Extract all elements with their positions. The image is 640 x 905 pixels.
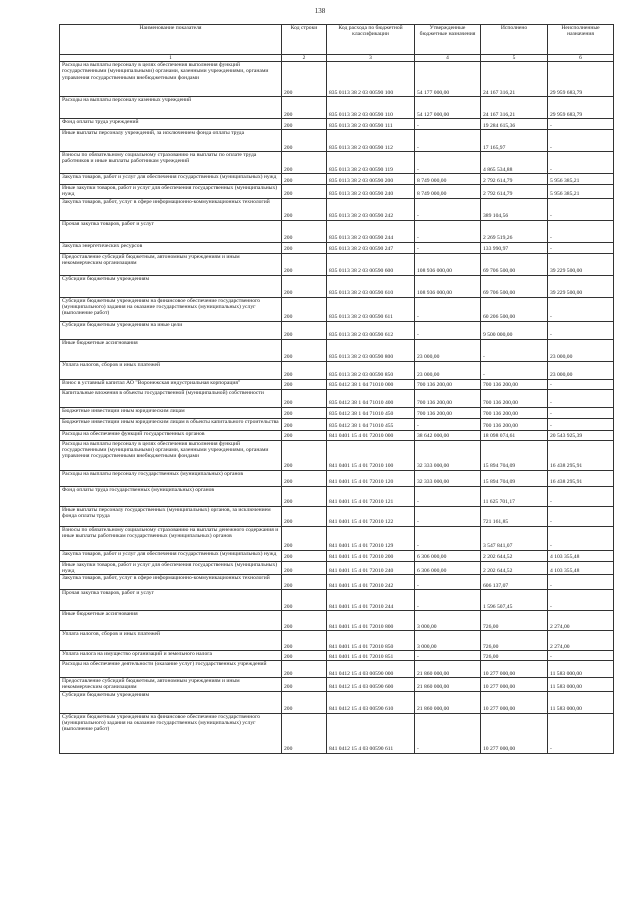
row-line-code: 200	[282, 275, 327, 297]
row-executed: 700 136 200,00	[481, 407, 548, 418]
row-budget-code: 841 0401 15 4 01 72010 244	[327, 590, 415, 611]
row-name: Закупка энергетических ресурсов	[60, 242, 282, 253]
row-name: Расходы на выплаты персоналу в целях обеспечения выполнения функций государственными (муниципальными) органами, казенными учреждениями, органами управления государственными внебюджетными фондами	[60, 62, 282, 97]
row-line-code: 200	[282, 611, 327, 631]
row-unexecuted: 20 543 925,39	[548, 430, 614, 440]
row-name: Расходы на выплаты персоналу в целях обеспечения выполнения функций государственными (муниципальными) органами, казенными учреждениями, органами управления государственными внебюджетными фондами	[60, 440, 282, 470]
row-line-code: 200	[282, 440, 327, 470]
row-unexecuted: -	[548, 152, 614, 174]
row-approved: -	[415, 575, 481, 590]
row-line-code: 200	[282, 119, 327, 130]
row-budget-code: 835 0113 38 2 03 00590 610	[327, 275, 415, 297]
row-unexecuted: -	[548, 486, 614, 506]
row-name: Взнос в уставный капитал АО "Воронежская индустриальная корпорация"	[60, 379, 282, 389]
row-line-code: 200	[282, 242, 327, 253]
row-line-code: 200	[282, 97, 327, 119]
table-row	[60, 379, 614, 389]
row-line-code: 200	[282, 470, 327, 486]
row-name: Уплата налогов, сборов и иных платежей	[60, 361, 282, 379]
table-row	[60, 275, 614, 297]
table-row	[60, 631, 614, 651]
row-approved: 32 333 000,00	[415, 440, 481, 470]
row-executed: 10 277 000,00	[481, 691, 548, 713]
row-line-code: 200	[282, 550, 327, 561]
row-executed: 10 277 000,00	[481, 661, 548, 678]
row-unexecuted: 5 956 385,21	[548, 174, 614, 185]
row-budget-code: 835 0412 38 1 04 71010 400	[327, 389, 415, 407]
row-budget-code: 835 0113 38 2 03 00590 240	[327, 185, 415, 199]
row-executed: -	[481, 361, 548, 379]
row-approved: 6 306 000,00	[415, 550, 481, 561]
row-name: Предоставление субсидий бюджетным, автономным учреждениям и иным некоммерческим организациям	[60, 678, 282, 692]
column-number: 4	[415, 55, 481, 62]
row-executed: 2 792 614,79	[481, 185, 548, 199]
row-approved: 54 177 000,00	[415, 62, 481, 97]
row-budget-code: 835 0412 38 1 04 71010 450	[327, 407, 415, 418]
row-unexecuted: -	[548, 297, 614, 321]
row-executed: 726,00	[481, 651, 548, 661]
table-header-row	[60, 25, 614, 55]
row-approved: 3 000,00	[415, 631, 481, 651]
row-unexecuted: -	[548, 590, 614, 611]
table-row	[60, 389, 614, 407]
row-line-code: 200	[282, 691, 327, 713]
row-name: Субсидии бюджетным учреждениям	[60, 691, 282, 713]
row-approved: 23 000,00	[415, 339, 481, 361]
row-line-code: 200	[282, 361, 327, 379]
table-row	[60, 152, 614, 174]
row-name: Субсидии бюджетным учреждениям на финансовое обеспечение государственного (муниципального) задания на оказание государственных (муниципальных) услуг (выполнение работ)	[60, 297, 282, 321]
row-unexecuted: 39 229 500,00	[548, 275, 614, 297]
row-executed: 3 547 841,07	[481, 526, 548, 550]
row-approved: -	[415, 220, 481, 242]
row-executed: 2 202 644,52	[481, 550, 548, 561]
row-name: Субсидии бюджетным учреждениям на финансовое обеспечение государственного (муниципального) задания на оказание государственных (муниципальных) услуг (выполнение работ)	[60, 713, 282, 753]
row-approved: -	[415, 713, 481, 753]
table-row	[60, 339, 614, 361]
header-unexecuted: Неисполненные назначения	[548, 25, 614, 55]
row-budget-code: 841 0401 15 4 01 72010 120	[327, 470, 415, 486]
row-budget-code: 835 0113 38 2 03 00590 600	[327, 253, 415, 275]
row-line-code: 200	[282, 62, 327, 97]
row-budget-code: 841 0401 15 4 01 72010 100	[327, 440, 415, 470]
row-approved: 108 936 000,00	[415, 253, 481, 275]
row-unexecuted: 16 438 295,91	[548, 470, 614, 486]
row-line-code: 200	[282, 661, 327, 678]
row-line-code: 200	[282, 430, 327, 440]
row-budget-code: 835 0113 38 2 03 00590 112	[327, 130, 415, 152]
page-number: 138	[314, 7, 326, 15]
budget-execution-table	[59, 24, 614, 754]
row-unexecuted: 11 583 000,00	[548, 691, 614, 713]
row-unexecuted: -	[548, 713, 614, 753]
row-approved: 38 642 000,00	[415, 430, 481, 440]
row-name: Иные закупки товаров, работ и услуг для обеспечения государственных (муниципальных) нужд	[60, 561, 282, 575]
row-name: Иные бюджетные ассигнования	[60, 339, 282, 361]
row-executed: 9 500 000,00	[481, 321, 548, 339]
row-name: Субсидии бюджетным учреждениям на иные цели	[60, 321, 282, 339]
row-approved: -	[415, 486, 481, 506]
table-row	[60, 651, 614, 661]
row-line-code: 200	[282, 321, 327, 339]
row-name: Расходы на обеспечение деятельности (оказание услуг) государственных учреждений	[60, 661, 282, 678]
row-budget-code: 835 0113 38 2 03 00590 100	[327, 62, 415, 97]
row-name: Иные бюджетные ассигнования	[60, 611, 282, 631]
row-unexecuted: -	[548, 242, 614, 253]
row-line-code: 200	[282, 526, 327, 550]
row-approved: -	[415, 242, 481, 253]
header-line-code: Код строки	[282, 25, 327, 55]
row-budget-code: 835 0113 38 2 03 00590 110	[327, 97, 415, 119]
row-budget-code: 835 0113 38 2 03 00590 850	[327, 361, 415, 379]
row-line-code: 200	[282, 253, 327, 275]
row-executed: 1 596 507,45	[481, 590, 548, 611]
row-budget-code: 841 0401 15 4 01 72010 121	[327, 486, 415, 506]
row-executed: 17 165,97	[481, 130, 548, 152]
row-approved: 21 860 000,00	[415, 661, 481, 678]
row-executed: 2 269 519,26	[481, 220, 548, 242]
header-budget-code: Код расхода по бюджетной классификации	[327, 25, 415, 55]
row-executed: 721 161,85	[481, 506, 548, 526]
table-row	[60, 713, 614, 753]
row-unexecuted: -	[548, 379, 614, 389]
row-approved: 23 000,00	[415, 361, 481, 379]
row-budget-code: 835 0113 38 2 03 00590 200	[327, 174, 415, 185]
row-unexecuted: 2 274,00	[548, 611, 614, 631]
row-executed: 24 167 316,21	[481, 62, 548, 97]
row-approved: 21 860 000,00	[415, 678, 481, 692]
row-budget-code: 835 0113 38 2 03 00590 111	[327, 119, 415, 130]
row-line-code: 200	[282, 130, 327, 152]
row-approved: -	[415, 152, 481, 174]
row-line-code: 200	[282, 418, 327, 430]
column-number: 1	[60, 55, 282, 62]
table-row	[60, 297, 614, 321]
row-executed: 10 277 000,00	[481, 713, 548, 753]
row-approved: 54 127 000,00	[415, 97, 481, 119]
row-budget-code: 841 0401 15 4 01 72010 240	[327, 561, 415, 575]
table-row	[60, 119, 614, 130]
row-executed: 69 706 500,00	[481, 275, 548, 297]
row-budget-code: 835 0113 38 2 03 00590 119	[327, 152, 415, 174]
row-name: Закупка товаров, работ и услуг для обеспечения государственных (муниципальных) нужд	[60, 550, 282, 561]
table-row	[60, 62, 614, 97]
table-row	[60, 97, 614, 119]
row-unexecuted: 2 274,00	[548, 631, 614, 651]
row-budget-code: 841 0401 15 4 01 72010 850	[327, 631, 415, 651]
row-approved: -	[415, 321, 481, 339]
table-row	[60, 407, 614, 418]
row-line-code: 200	[282, 561, 327, 575]
row-approved: 3 000,00	[415, 611, 481, 631]
row-executed: 4 865 534,88	[481, 152, 548, 174]
table-row	[60, 550, 614, 561]
row-name: Расходы на обеспечение функций государственных органов	[60, 430, 282, 440]
row-line-code: 200	[282, 713, 327, 753]
row-name: Уплата налога на имущество организаций и земельного налога	[60, 651, 282, 661]
row-budget-code: 841 0401 15 4 01 72010 242	[327, 575, 415, 590]
row-approved: 32 333 000,00	[415, 470, 481, 486]
row-approved: -	[415, 418, 481, 430]
row-name: Закупка товаров, работ и услуг для обеспечения государственных (муниципальных) нужд	[60, 174, 282, 185]
row-executed: 10 277 000,00	[481, 678, 548, 692]
row-unexecuted: -	[548, 418, 614, 430]
row-budget-code: 835 0113 38 2 03 00590 244	[327, 220, 415, 242]
row-budget-code: 841 0401 15 4 01 72010 129	[327, 526, 415, 550]
row-executed: 15 894 704,09	[481, 470, 548, 486]
row-approved: -	[415, 119, 481, 130]
row-budget-code: 841 0412 15 4 03 00590 600	[327, 678, 415, 692]
table-row	[60, 590, 614, 611]
row-line-code: 200	[282, 220, 327, 242]
row-name: Прочая закупка товаров, работ и услуг	[60, 220, 282, 242]
row-approved: 8 749 000,00	[415, 185, 481, 199]
row-unexecuted: -	[548, 130, 614, 152]
row-line-code: 200	[282, 389, 327, 407]
table-row	[60, 198, 614, 220]
row-executed: 2 202 644,52	[481, 561, 548, 575]
row-executed: 133 990,97	[481, 242, 548, 253]
row-executed: 60 206 500,00	[481, 297, 548, 321]
row-line-code: 200	[282, 339, 327, 361]
table-row	[60, 611, 614, 631]
table-row	[60, 661, 614, 678]
table-row	[60, 130, 614, 152]
table-row	[60, 678, 614, 692]
row-name: Прочая закупка товаров, работ и услуг	[60, 590, 282, 611]
row-executed: 69 706 500,00	[481, 253, 548, 275]
row-unexecuted: -	[548, 220, 614, 242]
row-budget-code: 835 0113 38 2 03 00590 242	[327, 198, 415, 220]
row-budget-code: 841 0412 15 4 03 00590 611	[327, 713, 415, 753]
table-row	[60, 486, 614, 506]
row-name: Фонд оплаты труда учреждений	[60, 119, 282, 130]
table-row	[60, 430, 614, 440]
row-line-code: 200	[282, 678, 327, 692]
row-line-code: 200	[282, 185, 327, 199]
row-name: Субсидии бюджетным учреждениям	[60, 275, 282, 297]
row-unexecuted: -	[548, 321, 614, 339]
row-executed: 606 137,07	[481, 575, 548, 590]
table-row	[60, 361, 614, 379]
row-name: Предоставление субсидий бюджетным, автономным учреждениям и иным некоммерческим организациям	[60, 253, 282, 275]
column-number: 2	[282, 55, 327, 62]
row-name: Взносы по обязательному социальному страхованию на выплаты денежного содержания и иные выплаты работникам государственных (муниципальных) органов	[60, 526, 282, 550]
row-name: Фонд оплаты труда государственных (муниципальных) органов	[60, 486, 282, 506]
row-executed: 726,00	[481, 611, 548, 631]
table-row	[60, 253, 614, 275]
row-executed: 700 136 200,00	[481, 389, 548, 407]
table-row	[60, 691, 614, 713]
row-budget-code: 841 0412 15 4 03 00590 000	[327, 661, 415, 678]
row-approved: 700 136 200,00	[415, 407, 481, 418]
row-approved: 21 860 000,00	[415, 691, 481, 713]
row-executed: 700 136 200,00	[481, 379, 548, 389]
row-budget-code: 835 0113 38 2 03 00590 611	[327, 297, 415, 321]
row-executed: 2 792 614,79	[481, 174, 548, 185]
row-executed: 15 894 704,09	[481, 440, 548, 470]
table-row	[60, 526, 614, 550]
row-executed: 389 104,56	[481, 198, 548, 220]
row-approved: -	[415, 198, 481, 220]
row-unexecuted: 16 438 295,91	[548, 440, 614, 470]
table-row	[60, 220, 614, 242]
row-unexecuted: 23 000,00	[548, 339, 614, 361]
row-name: Капитальные вложения в объекты государственной (муниципальной) собственности	[60, 389, 282, 407]
row-executed: -	[481, 339, 548, 361]
row-approved: 700 136 200,00	[415, 379, 481, 389]
row-line-code: 200	[282, 575, 327, 590]
row-approved: 108 936 000,00	[415, 275, 481, 297]
row-name: Взносы по обязательному социальному страхованию на выплаты по оплате труда работников и иные выплаты работникам учреждений	[60, 152, 282, 174]
row-executed: 19 284 615,36	[481, 119, 548, 130]
table-row	[60, 418, 614, 430]
row-budget-code: 835 0113 38 2 03 00590 800	[327, 339, 415, 361]
column-number: 6	[548, 55, 614, 62]
header-indicator-name: Наименование показателя	[60, 25, 282, 55]
row-unexecuted: -	[548, 407, 614, 418]
table-body	[60, 62, 614, 754]
row-name: Иные выплаты персоналу государственных (муниципальных) органов, за исключением фонда оплаты труда	[60, 506, 282, 526]
row-approved: 6 306 000,00	[415, 561, 481, 575]
row-unexecuted: -	[548, 506, 614, 526]
row-approved: -	[415, 590, 481, 611]
row-budget-code: 835 0113 38 2 03 00590 612	[327, 321, 415, 339]
table-row	[60, 440, 614, 470]
column-number: 5	[481, 55, 548, 62]
table-row	[60, 185, 614, 199]
row-budget-code: 841 0412 15 4 03 00590 610	[327, 691, 415, 713]
row-unexecuted: 4 103 355,48	[548, 550, 614, 561]
row-executed: 700 136 200,00	[481, 418, 548, 430]
row-approved: -	[415, 526, 481, 550]
row-name: Расходы на выплаты персоналу казенных учреждений	[60, 97, 282, 119]
row-budget-code: 835 0412 38 1 04 71010 455	[327, 418, 415, 430]
row-unexecuted: 23 000,00	[548, 361, 614, 379]
row-name: Закупка товаров, работ, услуг в сфере информационно-коммуникационных технологий	[60, 575, 282, 590]
row-unexecuted: -	[548, 526, 614, 550]
row-unexecuted: 39 229 500,00	[548, 253, 614, 275]
row-unexecuted: -	[548, 651, 614, 661]
row-unexecuted: 5 956 385,21	[548, 185, 614, 199]
header-executed: Исполнено	[481, 25, 548, 55]
table-row	[60, 174, 614, 185]
row-unexecuted: 4 103 355,48	[548, 561, 614, 575]
table-row	[60, 242, 614, 253]
row-budget-code: 841 0401 15 4 01 72010 200	[327, 550, 415, 561]
row-budget-code: 841 0401 15 4 01 72010 000	[327, 430, 415, 440]
row-line-code: 200	[282, 631, 327, 651]
row-line-code: 200	[282, 198, 327, 220]
table-row	[60, 321, 614, 339]
row-line-code: 200	[282, 486, 327, 506]
row-approved: -	[415, 651, 481, 661]
row-executed: 18 098 074,61	[481, 430, 548, 440]
row-line-code: 200	[282, 152, 327, 174]
table-row	[60, 561, 614, 575]
row-approved: -	[415, 506, 481, 526]
row-approved: -	[415, 297, 481, 321]
row-approved: 8 749 000,00	[415, 174, 481, 185]
row-name: Бюджетные инвестиции иным юридическим лицам	[60, 407, 282, 418]
table-row	[60, 575, 614, 590]
table-row	[60, 506, 614, 526]
row-budget-code: 841 0401 15 4 01 72010 122	[327, 506, 415, 526]
row-approved: -	[415, 130, 481, 152]
row-line-code: 200	[282, 174, 327, 185]
row-budget-code: 841 0401 15 4 01 72010 851	[327, 651, 415, 661]
row-name: Расходы на выплаты персоналу государственных (муниципальных) органов	[60, 470, 282, 486]
header-approved: Утвержденные бюджетные назначения	[415, 25, 481, 55]
row-unexecuted: -	[548, 575, 614, 590]
row-name: Закупка товаров, работ, услуг в сфере информационно-коммуникационных технологий	[60, 198, 282, 220]
row-name: Бюджетные инвестиции иным юридическим лицам в объекты капитального строительства	[60, 418, 282, 430]
row-unexecuted: -	[548, 389, 614, 407]
row-approved: 700 136 200,00	[415, 389, 481, 407]
row-executed: 24 167 316,21	[481, 97, 548, 119]
row-budget-code: 835 0412 38 1 04 71010 000	[327, 379, 415, 389]
row-line-code: 200	[282, 407, 327, 418]
row-line-code: 200	[282, 379, 327, 389]
row-name: Уплата налогов, сборов и иных платежей	[60, 631, 282, 651]
row-line-code: 200	[282, 297, 327, 321]
row-unexecuted: 11 583 000,00	[548, 661, 614, 678]
row-line-code: 200	[282, 590, 327, 611]
column-number: 3	[327, 55, 415, 62]
row-line-code: 200	[282, 506, 327, 526]
row-unexecuted: -	[548, 198, 614, 220]
row-budget-code: 835 0113 38 2 03 00590 247	[327, 242, 415, 253]
row-name: Иные закупки товаров, работ и услуг для обеспечения государственных (муниципальных) нужд	[60, 185, 282, 199]
row-unexecuted: 29 959 683,79	[548, 97, 614, 119]
column-number-row	[60, 55, 614, 62]
row-line-code: 200	[282, 651, 327, 661]
row-budget-code: 841 0401 15 4 01 72010 800	[327, 611, 415, 631]
row-unexecuted: -	[548, 119, 614, 130]
row-name: Иные выплаты персоналу учреждений, за исключением фонда оплаты труда	[60, 130, 282, 152]
row-executed: 726,00	[481, 631, 548, 651]
row-unexecuted: 29 959 683,79	[548, 62, 614, 97]
row-executed: 11 625 701,17	[481, 486, 548, 506]
table-row	[60, 470, 614, 486]
row-unexecuted: 11 583 000,00	[548, 678, 614, 692]
